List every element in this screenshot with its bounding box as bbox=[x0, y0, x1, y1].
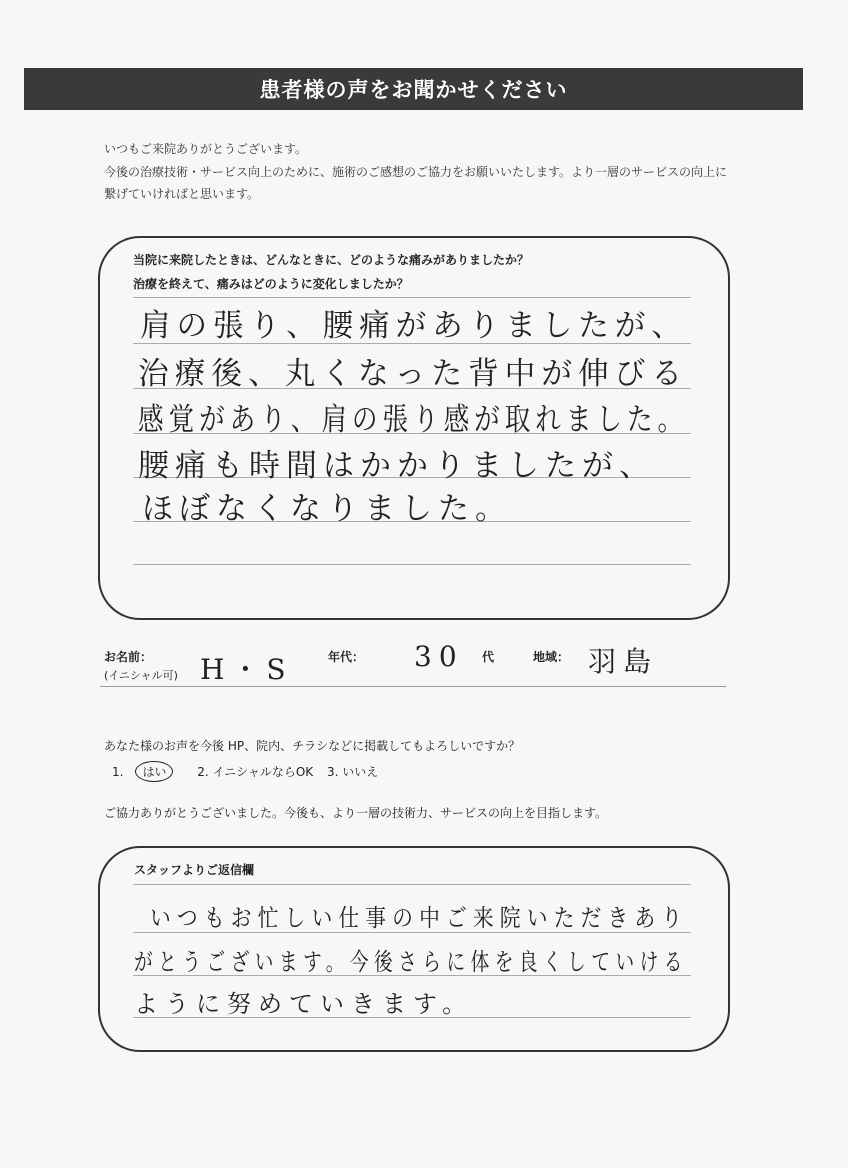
handwritten-reply-line: ように努めていきます。 bbox=[134, 990, 474, 1018]
answer-rule bbox=[133, 297, 691, 298]
handwritten-answer-line: ほぼなくなりました。 bbox=[142, 491, 512, 527]
handwritten-answer-line: 肩の張り、腰痛がありましたが、 bbox=[140, 308, 688, 344]
fields-divider bbox=[100, 686, 726, 687]
answer-rule bbox=[133, 564, 691, 565]
name-sublabel: (イニシャル可) bbox=[104, 669, 178, 682]
name-label: お名前： bbox=[104, 650, 153, 664]
intro-line: 今後の治療技術・サービス向上のために、施術のご感想のご協力をお願いいたします。より一層のサービスの向上に bbox=[104, 164, 728, 179]
handwritten-answer-line: 治療後、丸くなった背中が伸びる bbox=[138, 356, 689, 392]
thanks-text: ご協力ありがとうございました。今後も、より一層の技術力、サービスの向上を目指します。 bbox=[104, 806, 608, 820]
reply-rule bbox=[133, 884, 691, 885]
name-value: H・S bbox=[200, 653, 293, 686]
intro-text bbox=[104, 138, 744, 206]
handwritten-reply-line: いつもお忙しい仕事の中ご来院いただきあり bbox=[150, 904, 689, 932]
option-3: 3. いいえ bbox=[326, 765, 379, 779]
region-value: 羽島 bbox=[588, 645, 659, 678]
consent-options bbox=[112, 761, 388, 782]
region-label: 地域： bbox=[533, 650, 570, 664]
intro-line: 繋げていければと思います。 bbox=[104, 187, 260, 201]
age-suffix: 代 bbox=[482, 650, 495, 664]
option-1 bbox=[112, 765, 183, 779]
option-2: 2. イニシャルならOK bbox=[197, 765, 314, 779]
handwritten-answer-line: 腰痛も時間はかかりましたが、 bbox=[138, 448, 656, 484]
option-1-circled: はい bbox=[135, 761, 173, 782]
option-1-number: 1. bbox=[112, 765, 124, 779]
page-title: 患者様の声をお聞かせください bbox=[24, 68, 803, 110]
question-2: 治療を終えて、痛みはどのように変化しましたか？ bbox=[133, 277, 409, 291]
handwritten-answer-line: 感覚があり、肩の張り感が取れました。 bbox=[138, 402, 689, 438]
consent-question: あなた様のお声を今後 HP、院内、チラシなどに掲載してもよろしいですか？ bbox=[104, 739, 521, 753]
age-value: 30 bbox=[414, 640, 464, 673]
handwritten-reply-line: がとうございます。今後さらに体を良くしていける bbox=[134, 948, 688, 976]
question-1: 当院に来院したときは、どんなときに、どのような痛みがありましたか？ bbox=[133, 253, 530, 267]
age-label: 年代： bbox=[328, 650, 365, 664]
staff-reply-title: スタッフよりご返信欄 bbox=[134, 863, 255, 877]
intro-line: いつもご来院ありがとうございます。 bbox=[104, 142, 308, 156]
